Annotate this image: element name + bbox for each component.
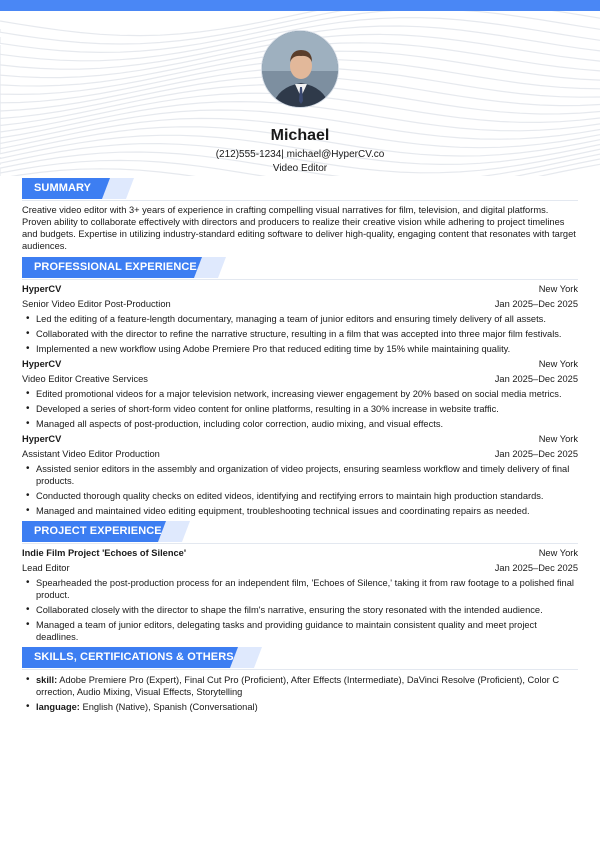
bullet-item: • Collaborated with the director to refine the narrative structure, resulting in a film that was accepted into three major film festivals. (22, 328, 578, 340)
organization-name: HyperCV (22, 284, 62, 294)
entry-subheader (22, 448, 578, 460)
bullet-item: • Spearheaded the post‑production process for an independent film, 'Echoes of Silence,' taking it from raw footage to a polished final product. (22, 577, 578, 601)
bullet-item: • Developed a series of short‑form video content for online platforms, resulting in a 30% increase in website traffic. (22, 403, 578, 415)
skill-label: skill: (36, 675, 58, 685)
position-title: Assistant Video Editor Production (22, 449, 160, 459)
bullet-item: • Conducted thorough quality checks on edited videos, identifying and rectifying errors to maintain high production standards. (22, 490, 578, 502)
section-title: PROFESSIONAL EXPERIENCE (34, 261, 197, 273)
skills-heading (22, 646, 578, 671)
bullet-item: • Managed and maintained video editing equipment, troubleshooting technical issues and coordinating repairs as needed. (22, 505, 578, 517)
organization-name: HyperCV (22, 359, 62, 369)
bullet-item: • Managed a team of junior editors, delegating tasks and providing guidance to maintain consistent quality and meet project deadlines. (22, 619, 578, 643)
skill-item (22, 674, 578, 698)
date-range: Jan 2025–Dec 2025 (494, 299, 578, 309)
profile-photo (261, 30, 339, 108)
entry-subheader (22, 562, 578, 574)
entry-subheader (22, 298, 578, 310)
entry (22, 283, 578, 355)
contact-info: (212)555‑1234| michael@HyperCV.co (215, 149, 385, 160)
summary-heading (22, 177, 578, 202)
skill-value: English (Native), Spanish (Conversational) (82, 702, 258, 712)
bullet-item: • Implemented a new workflow using Adobe Premiere Pro that reduced editing time by 15% while maintaining quality. (22, 343, 578, 355)
entry-header (22, 283, 578, 295)
date-range: Jan 2025–Dec 2025 (494, 563, 578, 573)
section-title: SUMMARY (34, 182, 92, 194)
date-range: Jan 2025–Dec 2025 (494, 374, 578, 384)
bullet-item: • Edited promotional videos for a major television network, increasing viewer engagement by 20% based on social media metrics. (22, 388, 578, 400)
bullet-list (22, 463, 578, 517)
bullet-list (22, 388, 578, 430)
organization-name: Indie Film Project 'Echoes of Silence' (22, 548, 187, 558)
section-title: PROJECT EXPERIENCE (34, 525, 162, 537)
position-title: Senior Video Editor Post‑Production (22, 299, 171, 309)
date-range: Jan 2025–Dec 2025 (494, 449, 578, 459)
location: New York (538, 548, 578, 558)
skill-value: Adobe Premiere Pro (Expert), Final Cut Pro (Proficient), After Effects (Intermediate), DaVinci Resolve (Proficient), Color C orrection, Audio Mixing, Visual Effects, Storytelling (36, 675, 560, 697)
section-title: SKILLS, CERTIFICATIONS & OTHERS (34, 651, 234, 663)
entry (22, 358, 578, 430)
bullet-item: • Assisted senior editors in the assembly and organization of video projects, ensuring seamless workflow and timely delivery of final products. (22, 463, 578, 487)
resume-body (22, 177, 578, 716)
location: New York (538, 434, 578, 444)
position-title: Lead Editor (22, 563, 70, 573)
entry (22, 433, 578, 517)
experience-heading (22, 256, 578, 281)
resume-header (0, 30, 600, 175)
skills-list (22, 674, 578, 713)
entry-header (22, 358, 578, 370)
entry-header (22, 433, 578, 445)
bullet-item: • Collaborated closely with the director to shape the film's narrative, ensuring the story resonated with the intended audience. (22, 604, 578, 616)
entry-subheader (22, 373, 578, 385)
position-title: Video Editor Creative Services (22, 374, 148, 384)
experience-list (22, 283, 578, 517)
entry-header (22, 547, 578, 559)
skill-label: language: (36, 702, 80, 712)
projects-heading (22, 520, 578, 545)
location: New York (538, 284, 578, 294)
location: New York (538, 359, 578, 369)
skill-item (22, 701, 578, 713)
bullet-item: • Led the editing of a feature‑length documentary, managing a team of junior editors and ensuring timely delivery of all assets. (22, 313, 578, 325)
entry (22, 547, 578, 643)
projects-list (22, 547, 578, 643)
summary-text: Creative video editor with 3+ years of experience in crafting compelling visual narratives for film, television, and digital platforms. Proven ability to collaborate effectively with directors and producers to realize their creative vision while adhering to project timelines and budgets. Expertise in utilizing industry‑standard editing software to deliver high‑quality, engaging content that resonates with target audiences. (22, 205, 576, 251)
bullet-item: • Managed all aspects of post‑production, including color correction, audio mixing, and visual effects. (22, 418, 578, 430)
bullet-list (22, 313, 578, 355)
job-title: Video Editor (272, 163, 328, 174)
candidate-name: Michael (270, 127, 330, 144)
top-accent-bar (0, 0, 600, 11)
bullet-list (22, 577, 578, 643)
organization-name: HyperCV (22, 434, 62, 444)
